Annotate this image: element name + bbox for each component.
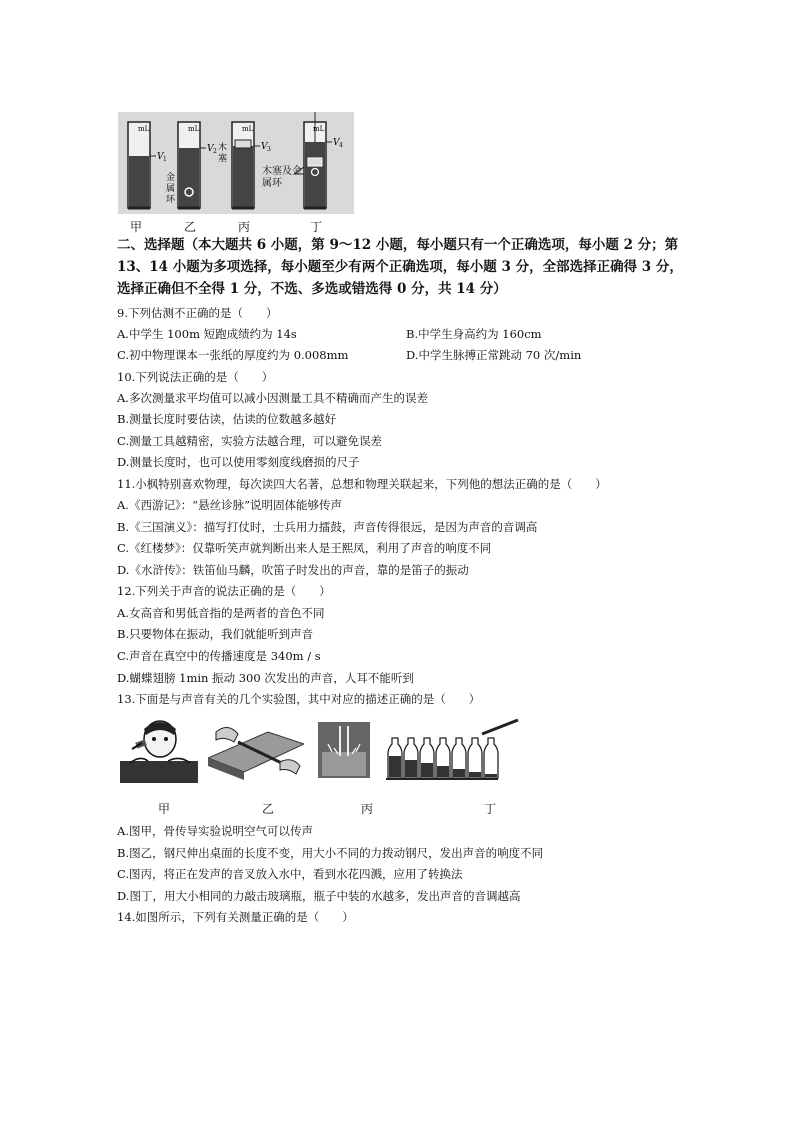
q10-option-b: B.测量长度时要估读，估读的位数越多越好	[117, 412, 337, 426]
q11-option-b: B.《三国演义》：描写打仗时，士兵用力擂鼓，声音传得很远，是因为声音的音调高	[117, 520, 538, 534]
q13-caption-yi: 乙	[262, 802, 275, 816]
q9-option-b: B.中学生身高约为 160cm	[406, 327, 542, 341]
svg-text:mL: mL	[242, 125, 254, 133]
q10-option-d: D.测量长度时，也可以使用零刻度线磨损的尺子	[117, 455, 360, 469]
q10-option-a: A.多次测量求平均值可以减小因测量工具不精确而产生的误差	[117, 391, 428, 405]
q11-stem: 11.小枫特别喜欢物理，每次读四大名著，总想和物理关联起来，下列他的想法正确的是（ ）	[117, 477, 607, 491]
q12-option-a: A.女高音和男低音指的是两者的音色不同	[117, 606, 325, 620]
q9-option-d: D.中学生脉搏正常跳动 70 次/min	[406, 348, 582, 362]
svg-text:V: V	[207, 144, 214, 154]
q12-option-c: C.声音在真空中的传播速度是 340m / s	[117, 649, 321, 663]
q13-figure-jia	[120, 715, 198, 785]
svg-text:V: V	[261, 142, 268, 152]
q13-figure-yi	[208, 722, 304, 782]
section-header-line2: 13、14 小题为多项选择，每小题至少有两个正确选项，每小题 3 分，全部选择正确得 3 分，	[117, 259, 683, 275]
svg-text:V: V	[157, 152, 164, 162]
q10-stem: 10.下列说法正确的是（ ）	[117, 370, 274, 384]
q13-option-d: D.图丁，用大小相同的力敲击玻璃瓶，瓶子中装的水越多，发出声音的音调越高	[117, 889, 521, 903]
q13-stem: 13.下面是与声音有关的几个实验图，其中对应的描述正确的是（ ）	[117, 692, 481, 706]
svg-text:木塞: 木塞	[216, 142, 226, 164]
svg-text:3: 3	[267, 146, 271, 153]
q11-option-c: C.《红楼梦》：仅靠听笑声就判断出来人是王熙凤，利用了声音的响度不同	[117, 541, 492, 555]
q14-stem: 14.如图所示，下列有关测量正确的是（ ）	[117, 910, 354, 924]
fig-top-caption-ding: 丁	[310, 220, 323, 234]
q9-option-a: A.中学生 100m 短跑成绩约为 14s	[117, 327, 297, 341]
svg-text:mL: mL	[188, 125, 200, 133]
section-header-line1: 二、选择题（本大题共 6 小题，第 9～12 小题，每小题只有一个正确选项，每小题 2 分；第	[117, 237, 679, 253]
fig-top-caption-bing: 丙	[238, 220, 251, 234]
q11-option-a: A.《西游记》：“悬丝诊脉”说明固体能够传声	[117, 498, 342, 512]
q11-option-d: D.《水浒传》：铁笛仙马麟，吹笛子时发出的声音，靠的是笛子的振动	[117, 563, 469, 577]
q9-option-c: C.初中物理课本一张纸的厚度约为 0.008mm	[117, 348, 349, 362]
fig-top-caption-yi: 乙	[184, 220, 197, 234]
q13-caption-bing: 丙	[361, 802, 374, 816]
q13-option-b: B.图乙，钢尺伸出桌面的长度不变，用大小不同的力拨动钢尺，发出声音的响度不同	[117, 846, 544, 860]
q12-stem: 12.下列关于声音的说法正确的是（ ）	[117, 584, 331, 598]
svg-text:mL: mL	[313, 125, 325, 133]
q12-option-d: D.蝴蝶翅膀 1min 振动 300 次发出的声音，人耳不能听到	[117, 671, 414, 685]
svg-text:金属环: 金属环	[164, 172, 174, 205]
section-header-line3: 选择正确但不全得 1 分，不选、多选或错选得 0 分，共 14 分）	[117, 281, 507, 297]
q13-caption-ding: 丁	[484, 802, 497, 816]
svg-text:2: 2	[213, 148, 217, 155]
svg-text:mL: mL	[138, 125, 150, 133]
svg-text:V: V	[333, 138, 340, 148]
q10-option-c: C.测量工具越精密，实验方法越合理，可以避免误差	[117, 434, 383, 448]
q13-option-c: C.图丙，将正在发声的音叉放入水中，看到水花四溅，应用了转换法	[117, 867, 463, 881]
svg-text:1: 1	[163, 156, 167, 163]
fig-top-caption-jia: 甲	[130, 220, 143, 234]
svg-text:4: 4	[339, 142, 343, 149]
cork-ring-label: 木塞及金属环	[262, 166, 302, 189]
q12-option-b: B.只要物体在振动，我们就能听到声音	[117, 627, 314, 641]
q13-option-a: A.图甲，骨传导实验说明空气可以传声	[117, 824, 313, 838]
q9-stem: 9.下列估测不正确的是（ ）	[117, 306, 278, 320]
q13-caption-jia: 甲	[158, 802, 171, 816]
q13-figure-ding	[386, 718, 526, 782]
q13-figure-bing	[318, 722, 370, 778]
